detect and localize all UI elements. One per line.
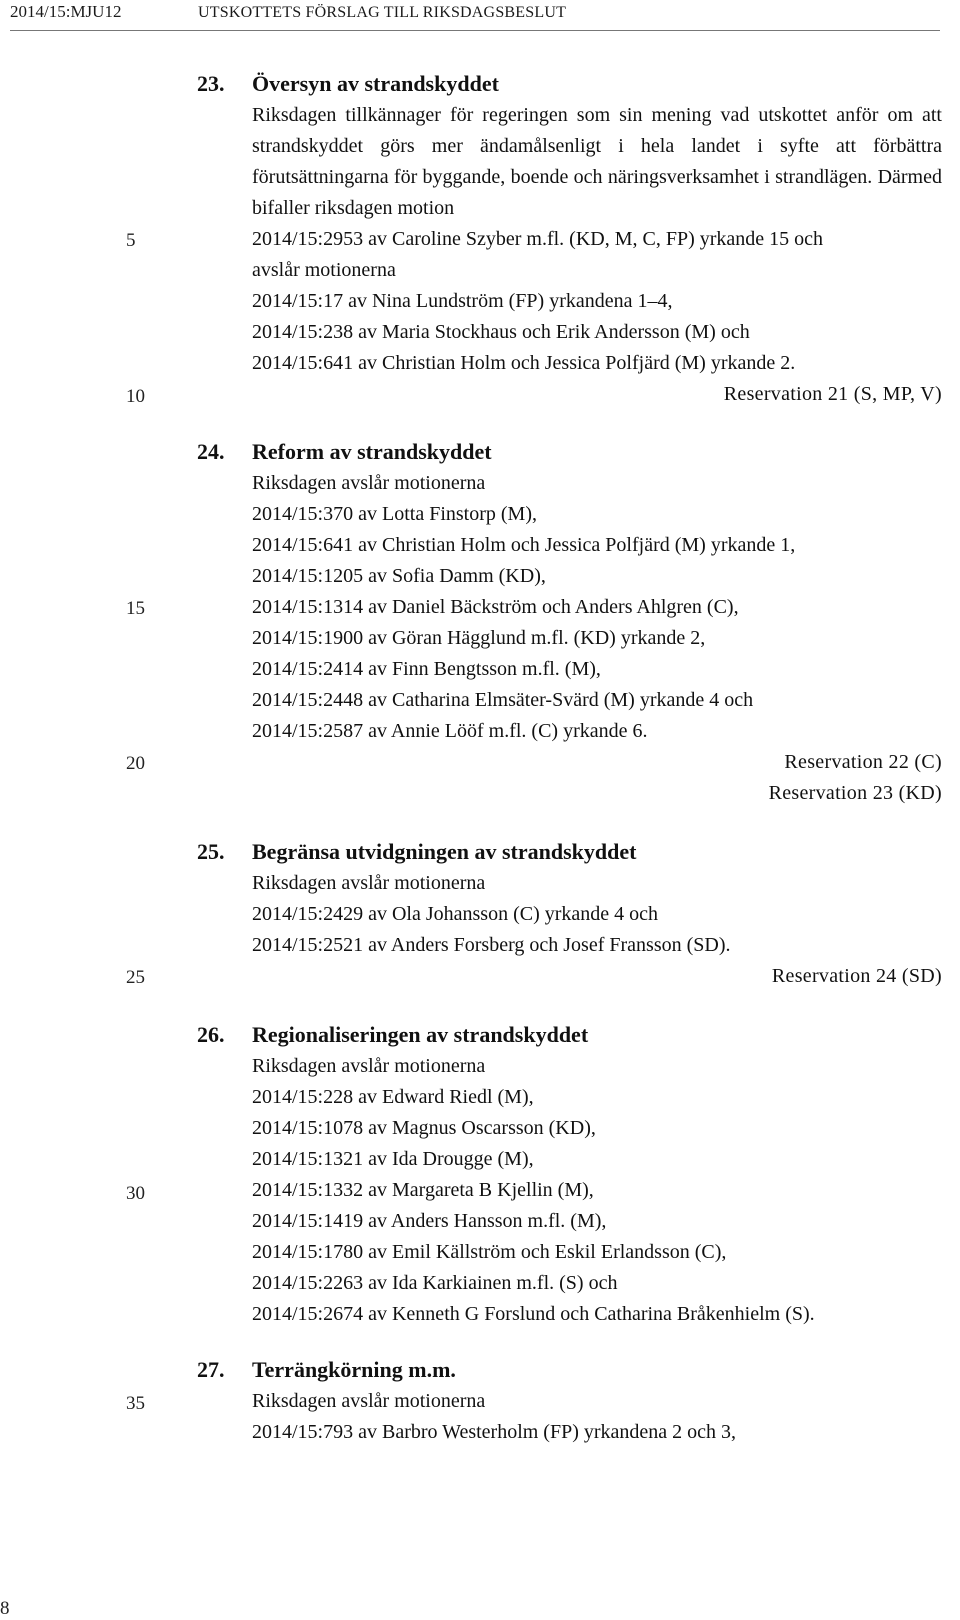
decision-item-27 — [197, 1354, 942, 1448]
motion-line: 2014/15:641 av Christian Holm och Jessica Polfjärd (M) yrkande 2. — [252, 352, 796, 374]
line-number: 10 — [126, 386, 145, 407]
motion-line: 2014/15:2953 av Caroline Szyber m.fl. (KD, M, C, FP) yrkande 15 och — [252, 228, 824, 250]
motion-line: 2014/15:2414 av Finn Bengtsson m.fl. (M), — [252, 658, 601, 680]
motion-line: 2014/15:2587 av Annie Lööf m.fl. (C) yrkande 6. — [252, 720, 648, 742]
item-body — [252, 1051, 942, 1330]
page-number: 8 — [0, 1598, 10, 1619]
item-body — [252, 868, 942, 992]
reservation-note: Reservation 21 (S, MP, V) — [723, 383, 942, 405]
reservation-note: Reservation 23 (KD) — [768, 782, 942, 804]
motion-line: 2014/15:2521 av Anders Forsberg och Josef Fransson (SD). — [252, 934, 731, 956]
item-number: 26. — [197, 1022, 225, 1047]
motion-line: avslår motionerna — [252, 259, 396, 281]
running-header — [0, 0, 960, 36]
document-id: 2014/15:MJU12 — [10, 2, 122, 21]
motion-line: 2014/15:17 av Nina Lundström (FP) yrkandena 1–4, — [252, 290, 673, 312]
reservation-note: Reservation 22 (C) — [784, 751, 942, 773]
item-heading — [197, 68, 942, 100]
motion-line: 2014/15:238 av Maria Stockhaus och Erik Andersson (M) och — [252, 321, 750, 343]
motion-line: 2014/15:2263 av Ida Karkiainen m.fl. (S) och — [252, 1272, 618, 1294]
item-heading — [197, 1354, 942, 1386]
item-title: Begränsa utvidgningen av strandskyddet — [252, 839, 637, 864]
decision-text: Riksdagen avslår motionerna — [252, 1055, 486, 1077]
decision-text: Riksdagen avslår motionerna — [252, 472, 486, 494]
decision-item-24 — [197, 436, 942, 809]
motion-line: 2014/15:2429 av Ola Johansson (C) yrkande 4 och — [252, 903, 659, 925]
line-number: 5 — [126, 230, 136, 251]
motion-line: 2014/15:1078 av Magnus Oscarsson (KD), — [252, 1117, 596, 1139]
item-heading — [197, 1019, 942, 1051]
item-body — [252, 100, 942, 410]
item-body — [252, 468, 942, 809]
decision-item-23 — [197, 68, 942, 410]
motion-line: 2014/15:1419 av Anders Hansson m.fl. (M), — [252, 1210, 607, 1232]
item-heading — [197, 436, 942, 468]
motion-line: 2014/15:1780 av Emil Källström och Eskil Erlandsson (C), — [252, 1241, 727, 1263]
motion-line: 2014/15:2448 av Catharina Elmsäter-Svärd (M) yrkande 4 och — [252, 689, 754, 711]
item-number: 27. — [197, 1357, 225, 1382]
motion-line: 2014/15:641 av Christian Holm och Jessica Polfjärd (M) yrkande 1, — [252, 534, 796, 556]
decision-text: Riksdagen avslår motionerna — [252, 872, 486, 894]
decision-text: Riksdagen avslår motionerna — [252, 1390, 486, 1412]
item-title: Regionaliseringen av strandskyddet — [252, 1022, 589, 1047]
motion-line: 2014/15:228 av Edward Riedl (M), — [252, 1086, 534, 1108]
motion-line: 2014/15:1900 av Göran Hägglund m.fl. (KD) yrkande 2, — [252, 627, 706, 649]
motion-line: 2014/15:1332 av Margareta B Kjellin (M), — [252, 1179, 594, 1201]
line-number: 20 — [126, 753, 145, 774]
motion-line: 2014/15:1205 av Sofia Damm (KD), — [252, 565, 546, 587]
reservation-note: Reservation 24 (SD) — [771, 965, 942, 987]
line-number: 15 — [126, 598, 145, 619]
item-number: 25. — [197, 839, 225, 864]
motion-line: 2014/15:1321 av Ida Drougge (M), — [252, 1148, 534, 1170]
line-number: 25 — [126, 967, 145, 988]
motion-line: 2014/15:2674 av Kenneth G Forslund och Catharina Bråkenhielm (S). — [252, 1303, 815, 1325]
decision-item-25 — [197, 836, 942, 992]
decision-item-26 — [197, 1019, 942, 1330]
motion-line: 2014/15:370 av Lotta Finstorp (M), — [252, 503, 537, 525]
item-body — [252, 1386, 942, 1448]
item-title: Terrängkörning m.m. — [252, 1357, 456, 1382]
item-title: Reform av strandskyddet — [252, 439, 492, 464]
motion-line: 2014/15:1314 av Daniel Bäckström och Anders Ahlgren (C), — [252, 596, 739, 618]
item-number: 23. — [197, 71, 225, 96]
item-title: Översyn av strandskyddet — [252, 71, 499, 96]
motion-line: 2014/15:793 av Barbro Westerholm (FP) yrkandena 2 och 3, — [252, 1421, 737, 1443]
header-divider — [10, 30, 940, 31]
header-title: UTSKOTTETS FÖRSLAG TILL RIKSDAGSBESLUT — [198, 4, 567, 21]
line-number: 35 — [126, 1393, 145, 1414]
line-number: 30 — [126, 1183, 145, 1204]
item-number: 24. — [197, 439, 225, 464]
item-heading — [197, 836, 942, 868]
decision-text: Riksdagen tillkännager för regeringen som sin mening vad utskottet anför om att strandskyddet görs mer ändamålsenligt i hela landet i syfte att förbättra förutsättningarna för byggande, boende och näringsverksamhet i strandlägen. Därmed bifaller riksdagen motion — [252, 104, 942, 219]
